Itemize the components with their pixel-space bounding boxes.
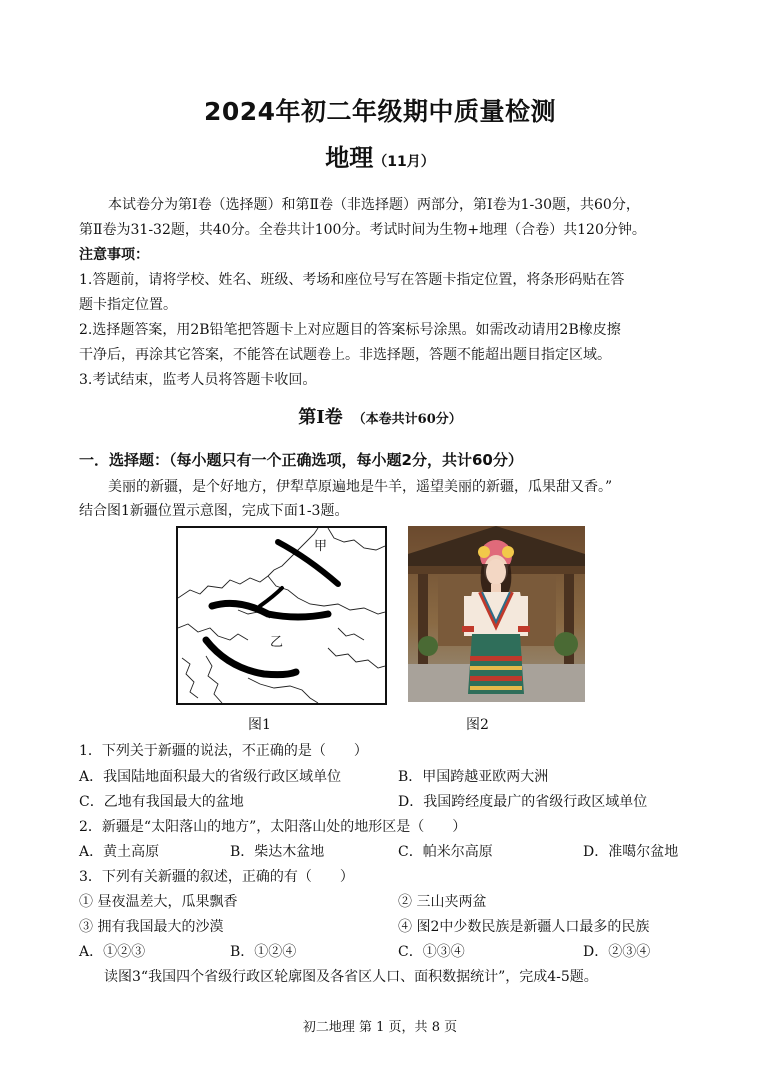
q2-stem: 2．新疆是“太阳落山的地方”，太阳落山处的地形区是（ ） xyxy=(79,819,467,835)
fig1-label-jia: 甲 xyxy=(314,539,328,554)
section-heading: 一．选择题：（每小题只有一个正确选项，每小题2分，共计60分） xyxy=(79,451,523,469)
q3-statement-4: ④ 图2中少数民族是新疆人口最多的民族 xyxy=(398,919,650,935)
q1-stem: 1．下列关于新疆的说法，不正确的是（ ） xyxy=(79,743,368,759)
q1-option-b: B．甲国跨越亚欧两大洲 xyxy=(398,769,549,785)
notes-heading: 注意事项： xyxy=(79,247,149,263)
q3-option-c: C．①③④ xyxy=(398,944,465,960)
intro-line-2: 第Ⅱ卷为31-32题，共40分。全卷共计100分。考试时间为生物+地理（合卷）共120分钟。 xyxy=(79,222,646,238)
intro-line-1: 本试卷分为第Ⅰ卷（选择题）和第Ⅱ卷（非选择题）两部分，第Ⅰ卷为1-30题，共60分， xyxy=(108,197,640,213)
fig1-label-yi: 乙 xyxy=(270,635,284,650)
xinjiang-outline-map xyxy=(178,528,385,703)
figure-2-photo xyxy=(408,526,585,702)
subject-title xyxy=(0,138,760,173)
q3-statement-1: ① 昼夜温差大，瓜果飘香 xyxy=(79,894,238,910)
figure-1-caption: 图1 xyxy=(248,717,271,733)
q3-option-d: D．②③④ xyxy=(583,944,651,960)
note-3: 3.考试结束，监考人员将答题卡收回。 xyxy=(79,372,317,388)
ethnic-woman-photo xyxy=(408,526,585,702)
section-intro-1: 美丽的新疆，是个好地方，伊犁草原遍地是牛羊，遥望美丽的新疆，瓜果甜又香。” xyxy=(108,479,613,495)
page-footer: 初二地理 第 1 页，共 8 页 xyxy=(302,1020,458,1035)
q1-option-c: C．乙地有我国最大的盆地 xyxy=(79,794,244,810)
q2-option-c: C．帕米尔高原 xyxy=(398,844,493,860)
volume-title: 第Ⅰ卷 xyxy=(298,407,343,428)
q2-option-b: B．柴达木盆地 xyxy=(230,844,325,860)
q3-statement-3: ③ 拥有我国最大的沙漠 xyxy=(79,919,224,935)
note-1b: 题卡指定位置。 xyxy=(79,297,177,313)
next-questions-intro: 读图3“我国四个省级行政区轮廓图及各省区人口、面积数据统计”，完成4-5题。 xyxy=(104,969,598,985)
q1-option-d: D．我国跨经度最广的省级行政区域单位 xyxy=(398,794,648,810)
q3-option-b: B．①②④ xyxy=(230,944,297,960)
q2-option-a: A．黄土高原 xyxy=(79,844,160,860)
section-intro-2: 结合图1新疆位置示意图，完成下面1-3题。 xyxy=(79,503,349,519)
q3-option-a: A．①②③ xyxy=(79,944,146,960)
note-2b: 干净后，再涂其它答案，不能答在试题卷上。非选择题，答题不能超出题目指定区域。 xyxy=(79,347,611,363)
volume-heading xyxy=(0,403,760,429)
volume-note: （本卷共计60分） xyxy=(352,412,462,427)
q3-stem: 3．下列有关新疆的叙述，正确的有（ ） xyxy=(79,869,354,885)
subject-name: 地理 xyxy=(325,144,374,172)
note-2a: 2.选择题答案，用2B铅笔把答题卡上对应题目的答案标号涂黑。如需改动请用2B橡皮擦 xyxy=(79,322,621,338)
exam-title: 2024年初二年级期中质量检测 xyxy=(203,97,557,126)
note-1a: 1.答题前，请将学校、姓名、班级、考场和座位号写在答题卡指定位置，将条形码贴在答 xyxy=(79,272,625,288)
q2-option-d: D．准噶尔盆地 xyxy=(583,844,679,860)
q3-statement-2: ② 三山夹两盆 xyxy=(398,894,487,910)
q1-option-a: A．我国陆地面积最大的省级行政区域单位 xyxy=(79,769,342,785)
figure-2-caption: 图2 xyxy=(466,717,489,733)
figure-1-map xyxy=(176,526,387,705)
exam-month: （11月） xyxy=(373,154,435,170)
